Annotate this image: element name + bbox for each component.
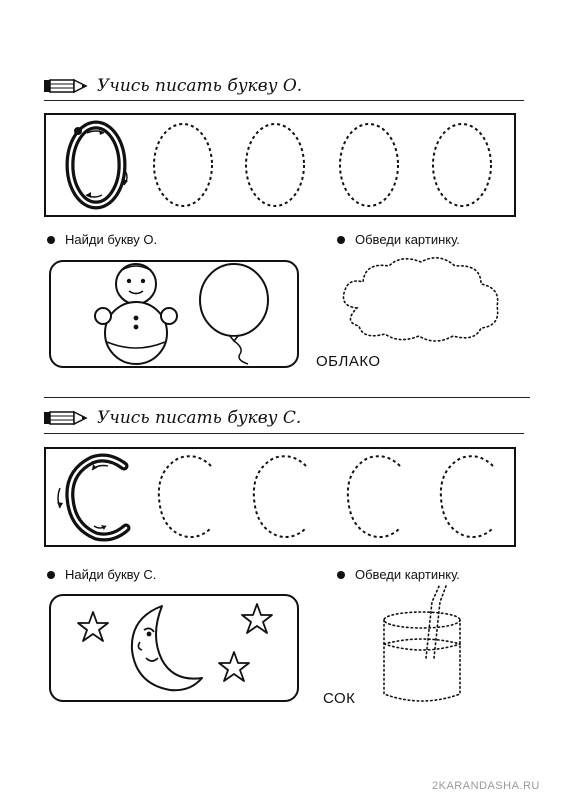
star-icon (240, 602, 274, 636)
cloud-dotted-outline (335, 250, 505, 346)
task-find-o (47, 232, 157, 247)
letter-c-dotted-2 (248, 452, 312, 542)
bullet-icon (47, 571, 55, 579)
pencil-icon (44, 78, 88, 94)
task-find-c-text: Найди букву С. (65, 567, 157, 582)
pencil-icon (44, 410, 88, 426)
crescent-moon-icon (128, 602, 208, 694)
balloon-icon (196, 262, 272, 366)
task-trace-c (337, 567, 460, 582)
letter-c-example (56, 452, 138, 542)
bullet-icon (337, 571, 345, 579)
letter-c-dotted-1 (153, 452, 217, 542)
section-divider (44, 397, 530, 398)
letter-o-dotted-4 (430, 121, 494, 209)
task-find-c (47, 567, 156, 582)
bullet-icon (47, 236, 55, 244)
letter-c-dotted-4 (435, 452, 499, 542)
word-juice: СОК (323, 690, 356, 707)
letter-o-example (60, 119, 140, 211)
word-cloud: ОБЛАКО (316, 353, 381, 370)
bullet-icon (337, 236, 345, 244)
task-find-o-text: Найди букву О. (65, 232, 158, 247)
task-trace-o (337, 232, 460, 247)
section-c-rule (44, 433, 524, 434)
letter-c-dotted-3 (342, 452, 406, 542)
juice-glass-dotted-outline (380, 582, 470, 712)
star-icon (76, 610, 110, 644)
letter-o-dotted-2 (243, 121, 307, 209)
task-trace-o-text: Обведи картинку. (355, 232, 460, 247)
star-icon (217, 650, 251, 684)
section-o-rule (44, 100, 524, 101)
letter-o-dotted-1 (151, 121, 215, 209)
watermark: 2KARANDASHA.RU (432, 780, 540, 792)
roly-poly-toy-icon (90, 262, 182, 366)
letter-o-dotted-3 (337, 121, 401, 209)
task-trace-c-text: Обведи картинку. (355, 567, 460, 582)
section-c-heading: Учись писать букву С. (97, 408, 302, 428)
section-o-heading: Учись писать букву О. (97, 76, 303, 96)
